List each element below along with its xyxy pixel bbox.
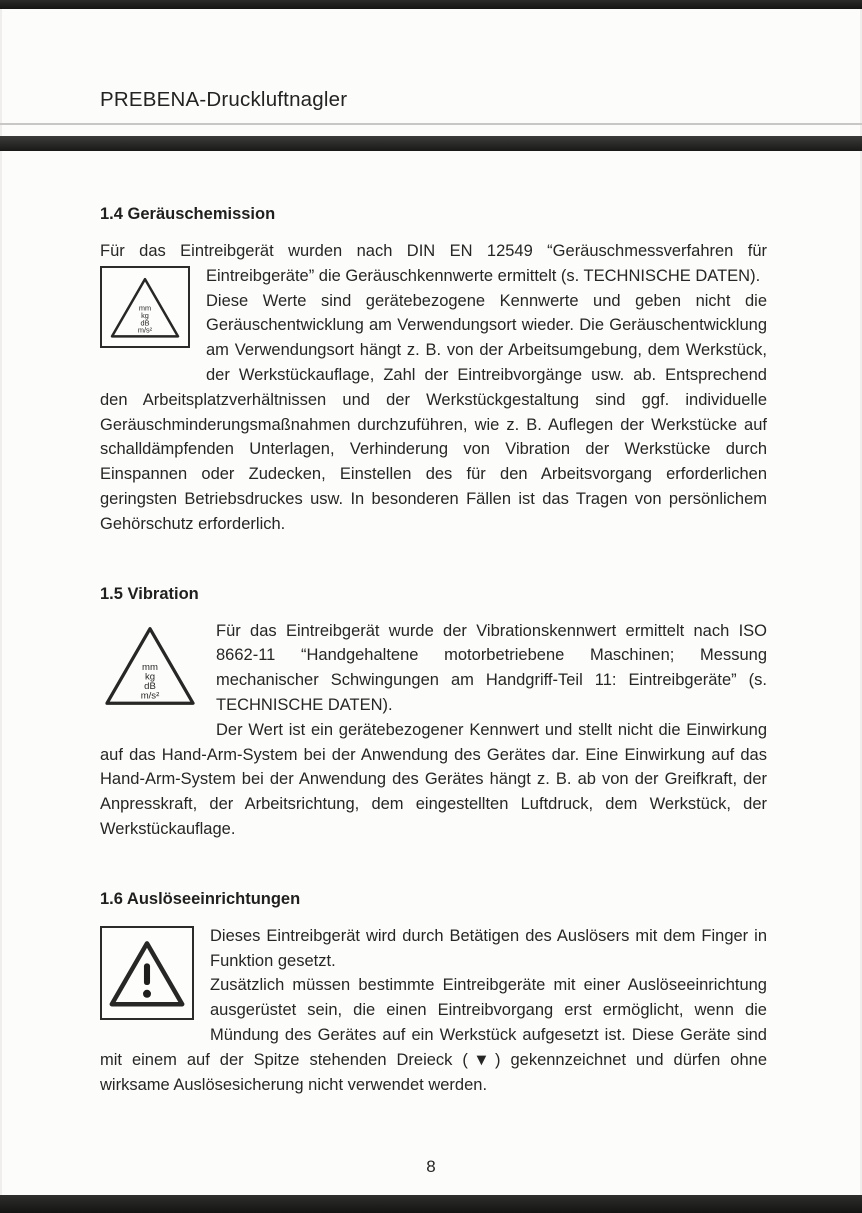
icon-unit-label: dB <box>144 680 156 692</box>
top-edge-bar <box>0 0 862 9</box>
units-triangle-icon <box>100 621 200 709</box>
document-body <box>0 205 862 1097</box>
paragraph-with-icon <box>100 264 767 537</box>
paragraph: Dieses Eintreibgerät wird durch Betätigen des Auslösers mit dem Finger in Funktion gesetzt. <box>210 926 767 970</box>
section-ausloeseeinrichtungen <box>100 890 767 1098</box>
paragraph: Diese Werte sind gerätebezogene Kennwerte und geben nicht die Geräuschentwicklung am Verwendungsort wieder. Die Geräuschentwicklung am Verwendungsort hängt z. B. von der Arbeitsumgebung, dem Werkstück, der Werkstückauflage, Zahl der Eintreibvorgänge usw. ab. Entsprechend den Arbeitsplatzverhältnissen und der Werkstückgestaltung sind ggf. individuelle Geräuschminderungsmaßnahmen durchzuführen, wie z. B. Auflegen der Werkstücke auf schalldämpfenden Unterlagen, Verhinderung von Vibration der Werkstücke durch Einspannen oder Zudecken, Einstellen des für den Arbeitsvorgang erforderlichen geringsten Betriebsdruckes usw. In besonderen Fällen ist das Tragen von persönlichem Gehörschutz erforderlich. <box>100 291 767 533</box>
paragraph: Der Wert ist ein gerätebezogener Kennwert und stellt nicht die Einwirkung auf das Hand-Arm-System bei der Anwendung des Gerätes dar. Eine Einwirkung auf das Hand-Arm-System bei der Anwendung des Gerätes hängt z. B. ab von der Greifkraft, der Anpresskraft, der Arbeitsrichtung, dem eingestellten Luftdruck, dem Werkstück, der Werkstückauflage. <box>100 720 767 838</box>
units-triangle-icon <box>100 266 190 348</box>
icon-unit-label: mm <box>142 661 158 673</box>
exclamation-triangle-icon <box>100 926 194 1020</box>
paragraph: Zusätzlich müssen bestimmte Eintreibgeräte mit einer Auslöseeinrichtung ausgerüstet sein, die einen Eintreibvorgang erst ermöglicht, wenn die Mündung des Gerätes auf ein Werkstück aufgesetzt ist. Diese Geräte sind mit einem auf der Spitze stehenden Dreieck (▼) gekennzeichnet und dürfen ohne wirksame Auslösesicherung nicht verwendet werden. <box>100 976 767 1094</box>
paragraph: Für das Eintreibgerät wurden nach DIN EN 12549 “Geräuschmessverfahren für <box>100 242 767 260</box>
paragraph: Eintreibgeräte” die Geräuschkennwerte ermittelt (s. TECHNISCHE DATEN). <box>206 266 761 285</box>
icon-unit-label: dB <box>140 318 150 328</box>
section-geraeuschemission <box>100 205 767 537</box>
icon-unit-label: mm <box>138 303 152 313</box>
triangle-glyph <box>108 274 182 340</box>
warning-triangle-glyph <box>107 937 187 1009</box>
header-divider <box>0 123 862 125</box>
triangle-glyph <box>101 622 199 708</box>
bottom-edge-bar <box>0 1195 862 1213</box>
page-header <box>0 0 862 112</box>
section-heading: 1.6 Auslöseeinrichtungen <box>100 889 301 908</box>
section-heading: 1.5 Vibration <box>100 584 199 603</box>
paragraph-with-icon <box>100 924 767 1098</box>
icon-unit-label: kg <box>141 310 149 320</box>
page-number: 8 <box>426 1157 436 1176</box>
paragraph: Für das Eintreibgerät wurde der Vibrationskennwert ermittelt nach ISO 8662-11 “Handgehaltene motorbetriebene Maschinen; Messung mechanischer Schwingungen am Handgriff-Teil 11: Eintreibgeräte” (s. TECHNISCHE DATEN). <box>216 621 767 714</box>
paragraph-with-icon <box>100 619 767 842</box>
icon-unit-label: m/s² <box>137 325 153 335</box>
page-title: PREBENA-Druckluftnagler <box>100 88 348 111</box>
section-heading: 1.4 Geräuschemission <box>100 205 276 223</box>
icon-unit-label: kg <box>144 670 156 682</box>
section-vibration <box>100 585 767 842</box>
icon-unit-label: m/s² <box>140 690 160 702</box>
header-band <box>0 136 862 151</box>
